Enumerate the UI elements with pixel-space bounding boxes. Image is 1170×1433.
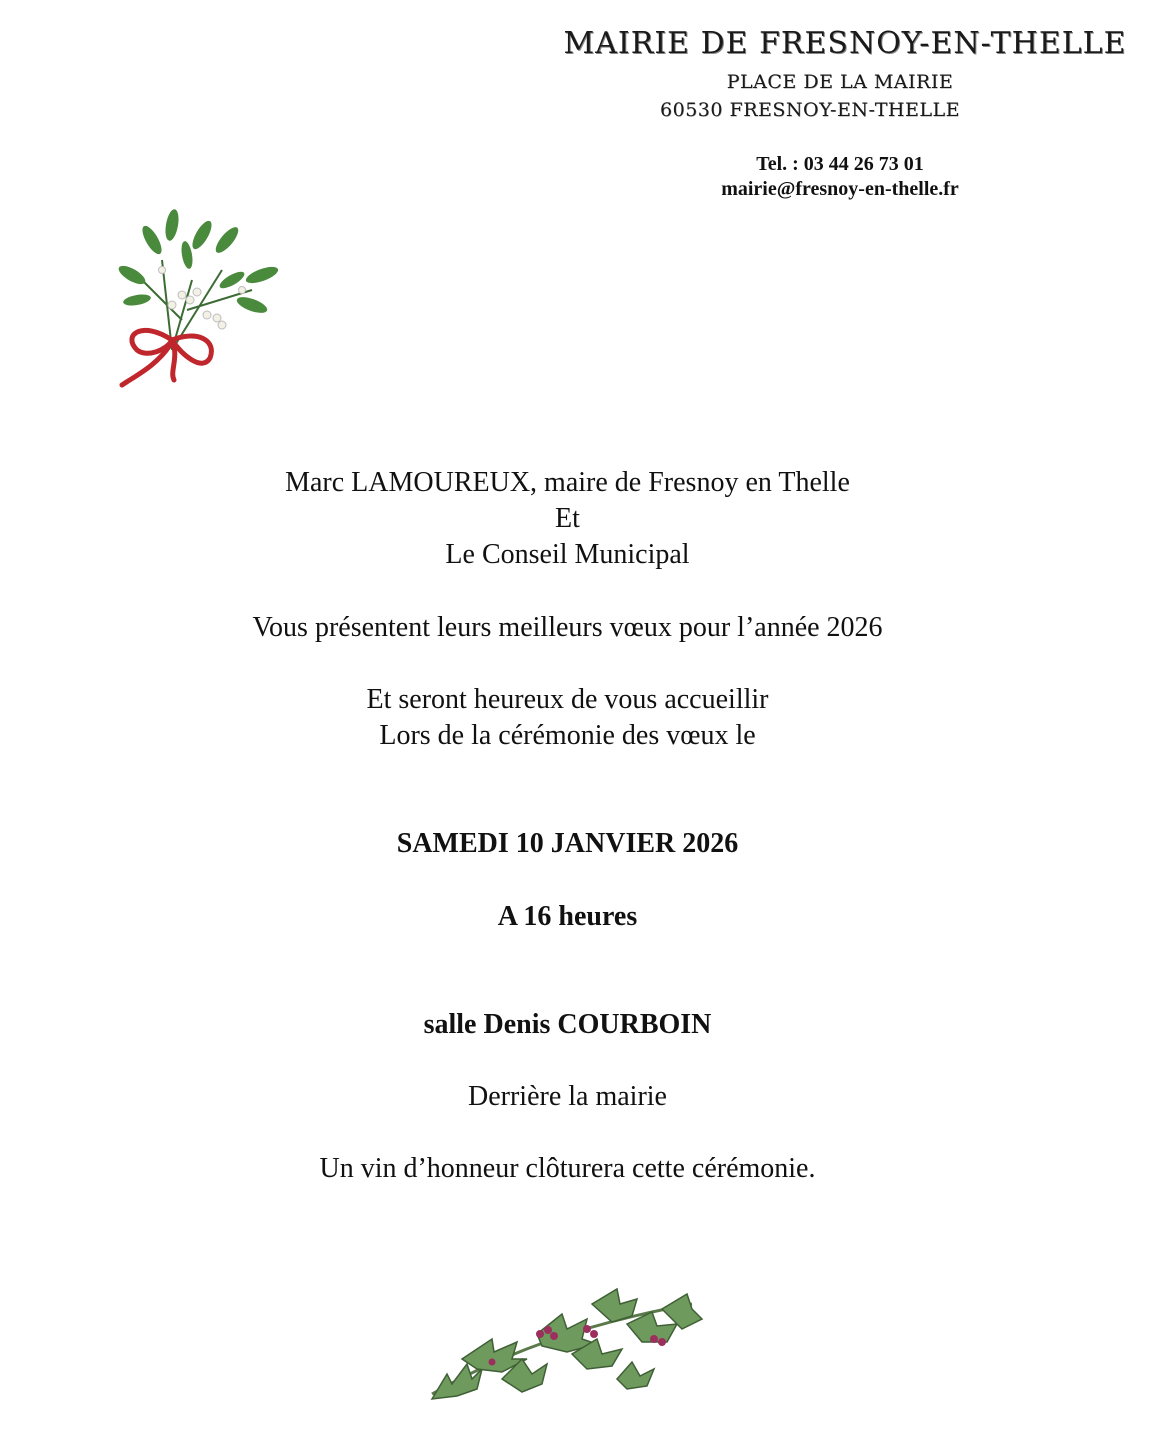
venue-location-note: Derrière la mairie: [468, 1081, 667, 1112]
invitation-header: [135, 465, 1000, 573]
letterhead: [520, 26, 1160, 121]
contact-block: [640, 152, 1040, 202]
closing-line: Un vin d’honneur clôturera cette cérémonie.: [319, 1153, 816, 1184]
welcome-block: [135, 682, 1000, 754]
holly-icon: [422, 1284, 707, 1414]
mistletoe-icon: [112, 200, 292, 395]
event-time: A 16 heures: [497, 901, 638, 932]
phone-number: Tel. : 03 44 26 73 01: [756, 153, 924, 175]
event-venue: salle Denis COURBOIN: [423, 1009, 712, 1040]
email-address: mairie@fresnoy-en-thelle.fr: [721, 178, 959, 200]
address-line-2: 60530 FRESNOY-EN-THELLE: [660, 99, 960, 121]
welcome-line-1: Et seront heureux de vous accueillir: [366, 684, 769, 715]
wishes-line: Vous présentent leurs meilleurs vœux pour l’année 2026: [252, 612, 883, 643]
and-line: Et: [555, 503, 580, 534]
address-line-1: PLACE DE LA MAIRIE: [726, 71, 954, 93]
town-hall-title: MAIRIE DE FRESNOY-EN-THELLE: [563, 26, 1127, 61]
council-line: Le Conseil Municipal: [445, 539, 690, 570]
event-date: SAMEDI 10 JANVIER 2026: [396, 828, 739, 859]
mayor-line: Marc LAMOUREUX, maire de Fresnoy en Thelle: [285, 467, 850, 498]
welcome-line-2: Lors de la cérémonie des vœux le: [379, 720, 756, 751]
